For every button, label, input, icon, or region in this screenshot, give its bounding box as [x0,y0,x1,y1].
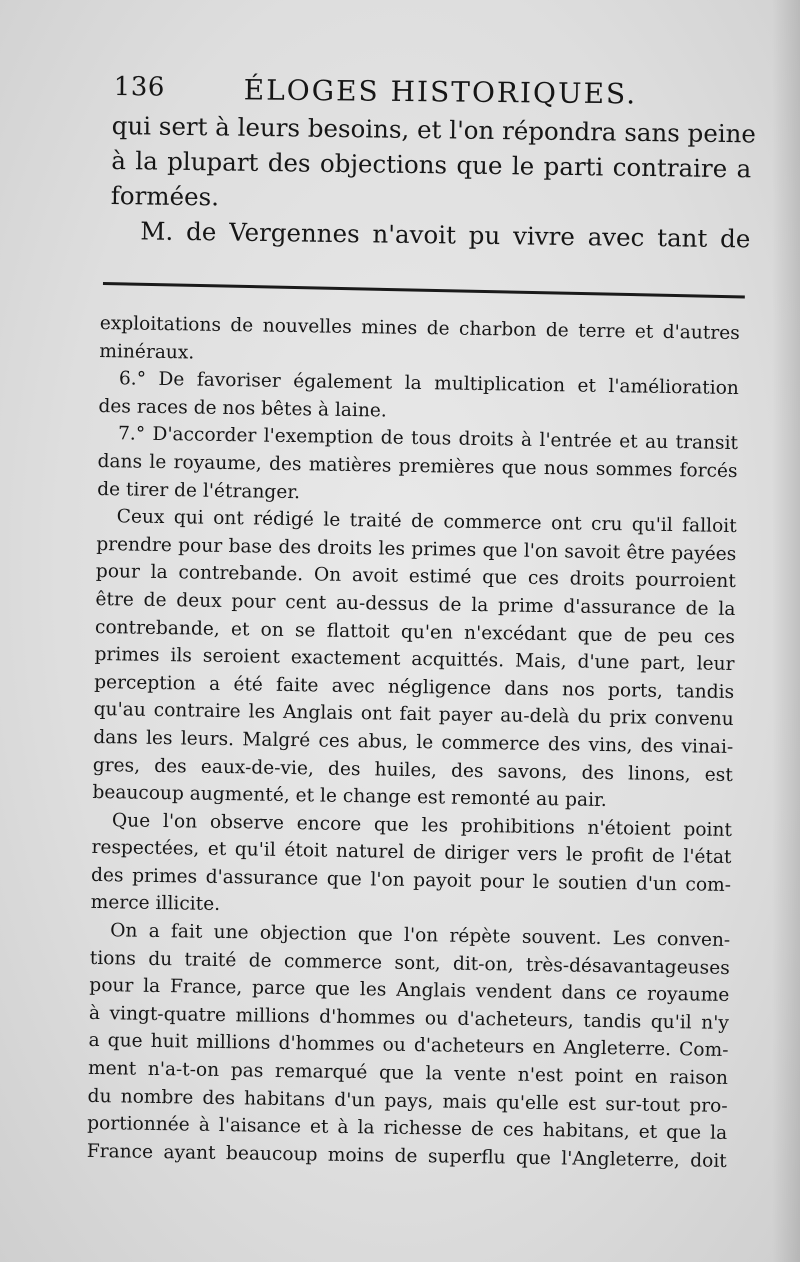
footnote-line: On a fait une objection que l'on répète souvent. Les conven- [110,920,731,952]
footnote-line: merce illicite. [90,892,221,916]
footnote-line: tions du traité de commerce sont, dit-on, très-désavantageuses [89,947,730,979]
running-title: ÉLOGES HISTORIQUES. [243,73,638,111]
main-line: à la plupart des objections que le parti contraire a [111,145,752,184]
footnote-line: pour la France, parce que les Anglais vendent dans ce royaume [89,975,730,1007]
footnote-line: des primes d'assurance que l'on payoit pour le soutien d'un com- [90,864,732,896]
page-number: 136 [113,71,166,103]
footnote-line: 7.° D'accorder l'exemption de tous droits à l'entrée et au transit [117,423,739,455]
footnote-line: Ceux qui ont rédigé le traité de commerce ont cru qu'il falloit [116,506,737,538]
footnote-line: dans le royaume, des matières premières que nous sommes forcés [97,450,738,483]
footnote-line: perception a été faite avec négligence dans nos ports, tandis [93,671,735,703]
footnote-line: beaucoup augmenté, et le change est remonté au pair. [92,782,607,812]
footnote-line: du nombre des habitans d'un pays, mais qu'elle est sur-tout pro- [87,1085,728,1117]
footnote-line: à vingt-quatre millions d'hommes ou d'acheteurs, tandis qu'il n'y [88,1002,730,1034]
footnote-line: exploitations de nouvelles mines de charbon de terre et d'autres [99,312,740,345]
footnote-line: Que l'on observe encore que les prohibitions n'étoient point [111,809,733,841]
footnote-line: prendre pour base des droits les primes que l'on savoit être payées [96,533,737,565]
footnote-line: primes ils seroient exactement acquittés. Mais, d'une part, leur [94,644,735,676]
footnote-block [87,310,740,1175]
footnote-line: minéraux. [99,340,195,364]
main-text-block [110,108,757,256]
footnote-line: portionnée à l'aisance et à la richesse de ces habitans, et que la [87,1113,728,1145]
footnote-line: contrebande, et on se flattoit qu'en n'excédant que de peu ces [94,616,736,648]
footnote-line: France ayant beaucoup moins de superflu que l'Angleterre, doit [86,1140,727,1172]
main-line: qui sert à leurs besoins, et l'on répondra sans peine [111,110,757,149]
footnote-line: être de deux pour cent au-dessus de la prime d'assurance de la [95,588,736,620]
page-edge-shadow [772,0,800,1262]
footnote-line: de tirer de l'étranger. [97,478,301,503]
main-line: M. de Vergennes n'avoit pu vivre avec tant de [140,216,751,254]
main-line: formées. [110,180,220,212]
footnote-line: pour la contrebande. On avoit estimé que ces droits pourroient [95,561,736,593]
footnote-line: ment n'a-t-on pas remarqué que la vente n'est point en raison [87,1057,729,1089]
footnote-line: a que huit millions d'hommes ou d'acheteurs en Angleterre. Com- [88,1030,729,1062]
footnote-separator-rule [103,282,745,298]
footnote-line: des races de nos bêtes à laine. [98,395,387,422]
footnote-line: qu'au contraire les Anglais ont fait payer au-delà du prix convenu [93,699,734,731]
footnote-line: 6.° De favoriser également la multiplication et l'amélioration [118,368,740,400]
footnote-line: gres, des eaux-de-vie, des huiles, des savons, des linons, est [92,754,733,786]
footnote-line: dans les leurs. Malgré ces abus, le commerce des vins, des vinai- [93,726,734,758]
footnote-line: respectées, et qu'il étoit naturel de diriger vers le profit de l'état [91,837,732,869]
